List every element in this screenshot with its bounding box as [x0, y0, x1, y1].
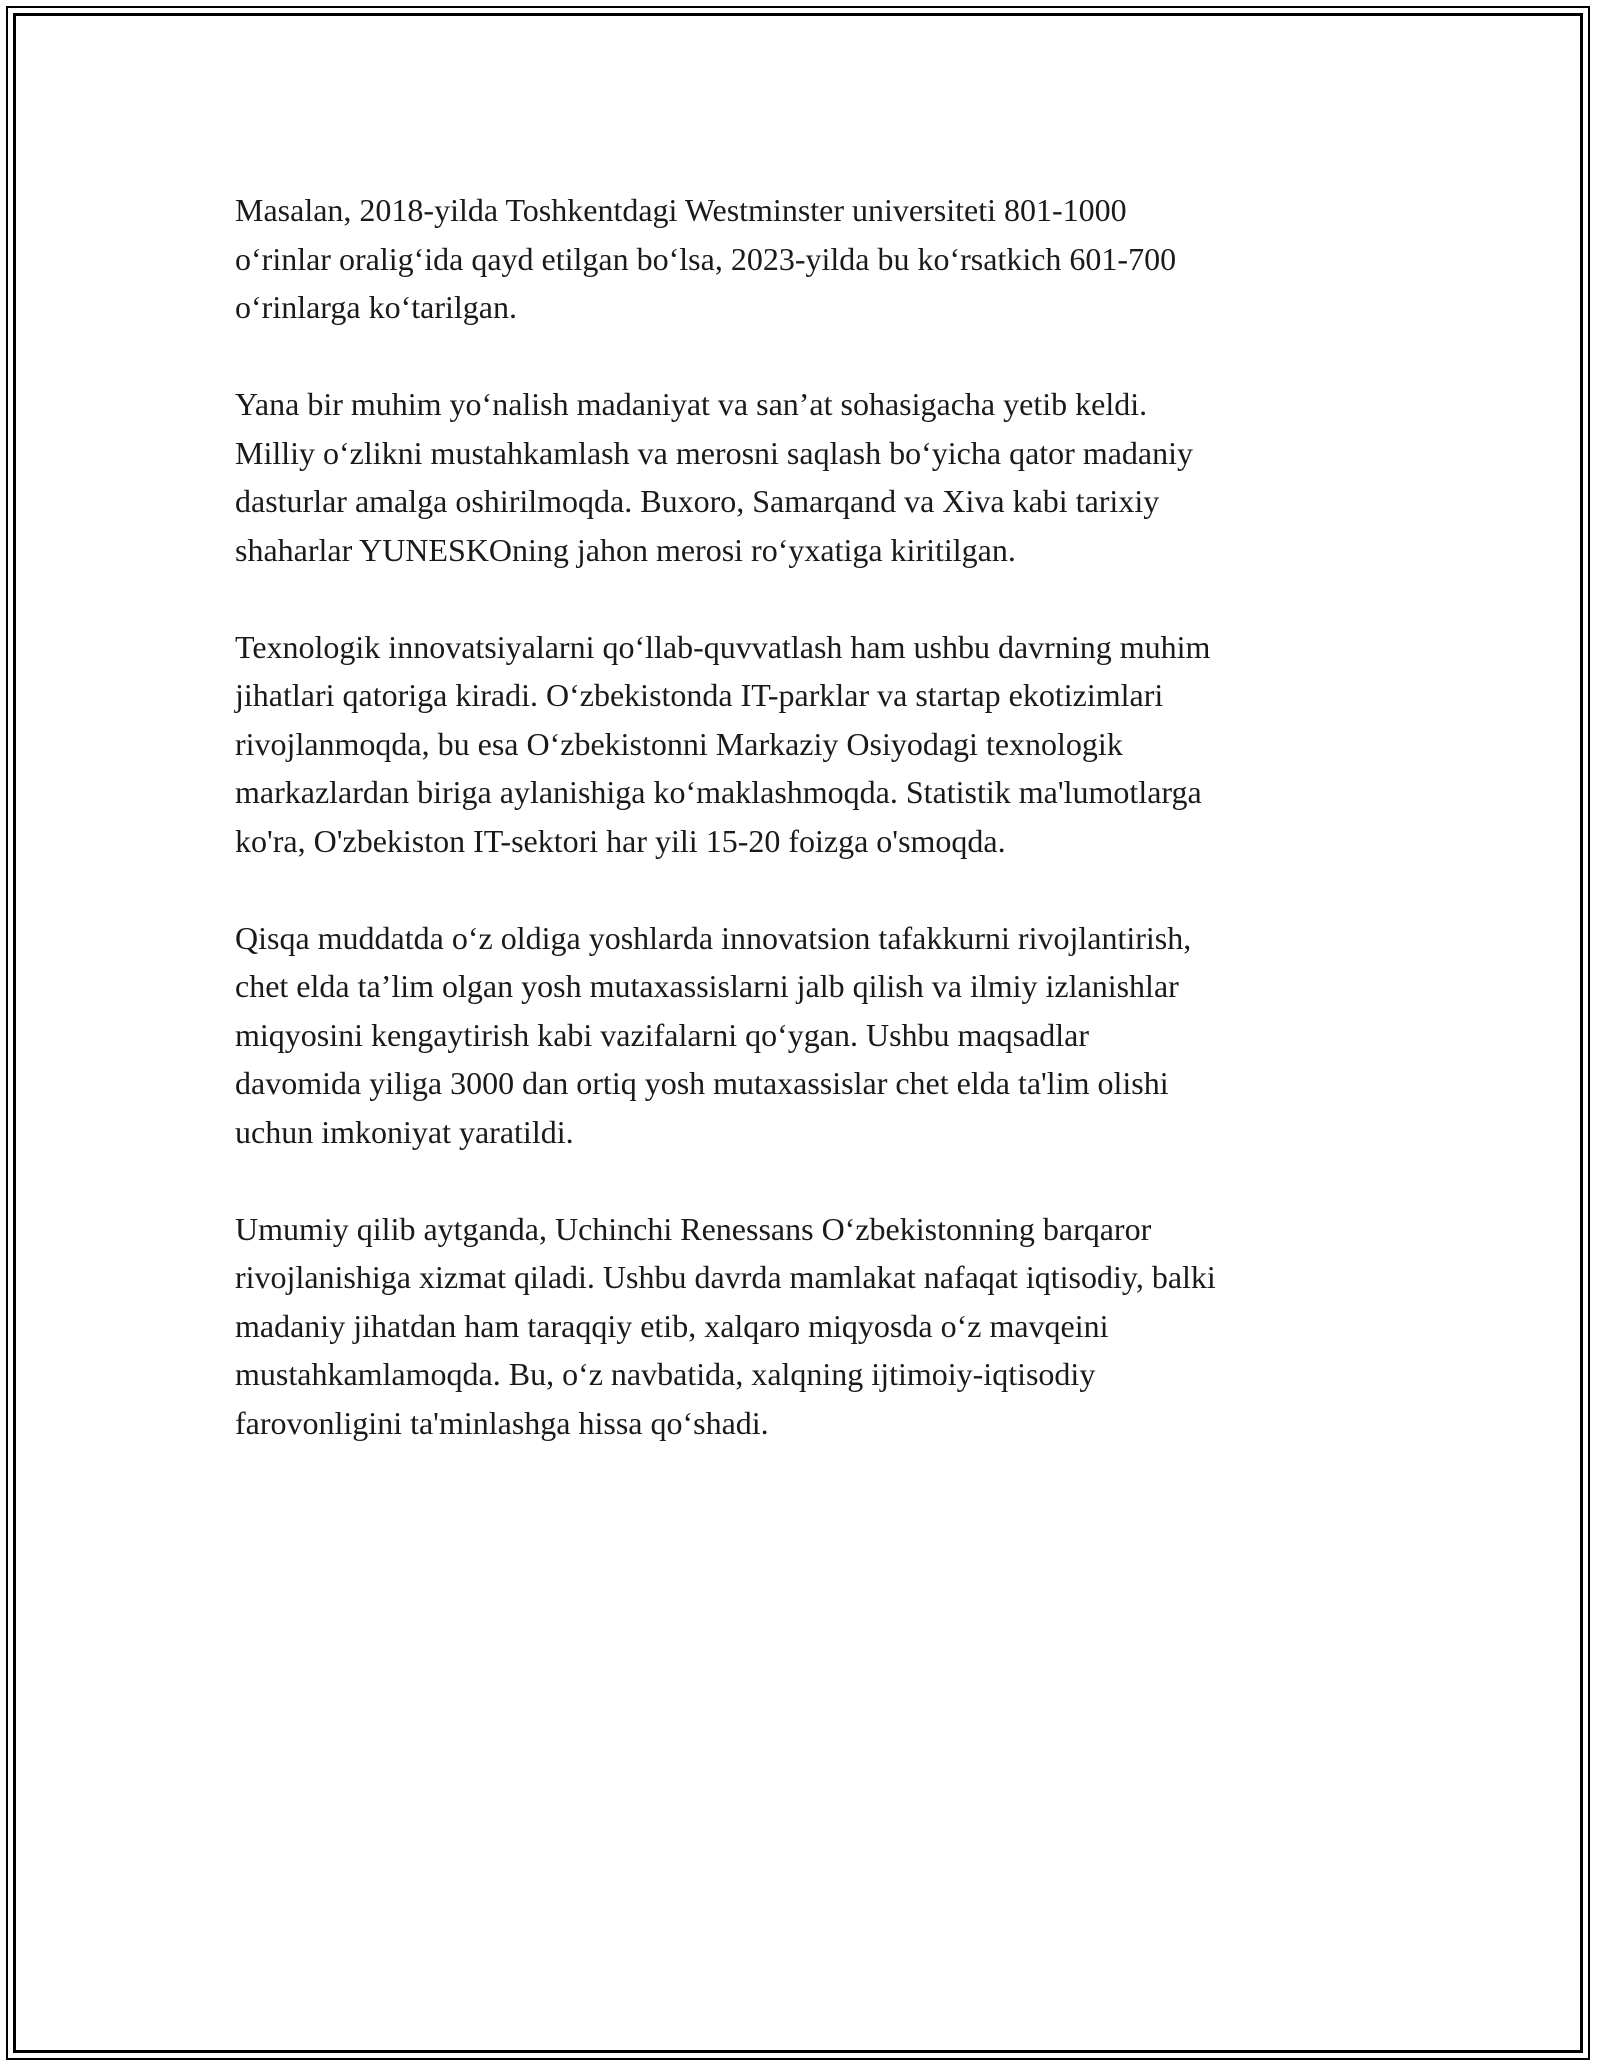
text-line: farovonligini ta'minlashga hissa qo‘shadi.	[235, 1404, 769, 1441]
text-line: o‘rinlarga ko‘tarilgan.	[235, 289, 517, 325]
text-line: ko'ra, O'zbekiston IT-sektori har yili 15-20 foizga o'smoqda.	[235, 822, 1006, 859]
text-line: Yana bir muhim yo‘nalish madaniyat va san’at sohasigacha yetib keldi.	[235, 386, 1148, 422]
text-line: uchun imkoniyat yaratildi.	[235, 1113, 574, 1150]
text-line: Masalan, 2018-yilda Toshkentdagi Westminster universiteti 801-1000	[235, 192, 1127, 228]
text-line: dasturlar amalga oshirilmoqda. Buxoro, Samarqand va Xiva kabi tarixiy	[235, 483, 1160, 519]
document-body	[235, 186, 1385, 1496]
paragraph-technology	[235, 623, 1385, 866]
text-line: davomida yiliga 3000 dan ortiq yosh mutaxassislar chet elda ta'lim olishi	[235, 1065, 1169, 1101]
text-line: o‘rinlar oralig‘ida qayd etilgan bo‘lsa, 2023-yilda bu ko‘rsatkich 601-700	[235, 240, 1177, 277]
text-line: Milliy o‘zlikni mustahkamlash va merosni saqlash bo‘yicha qator madaniy	[235, 434, 1194, 471]
text-line: Umumiy qilib aytganda, Uchinchi Renessans O‘zbekistonning barqaror	[235, 1210, 1152, 1247]
text-line: mustahkamlamoqda. Bu, o‘z navbatida, xalqning ijtimoiy-iqtisodiy	[235, 1356, 1096, 1392]
paragraph-ranking	[235, 186, 1385, 332]
text-line: rivojlanishiga xizmat qiladi. Ushbu davrda mamlakat nafaqat iqtisodiy, balki	[235, 1259, 1216, 1295]
text-line: miqyosini kengaytirish kabi vazifalarni qo‘ygan. Ushbu maqsadlar	[235, 1016, 1090, 1053]
paragraph-culture	[235, 380, 1385, 574]
text-line: Qisqa muddatda o‘z oldiga yoshlarda innovatsion tafakkurni rivojlantirish,	[235, 919, 1192, 956]
text-line: jihatlari qatoriga kiradi. O‘zbekistonda IT-parklar va startap ekotizimlari	[235, 677, 1164, 713]
text-line: shaharlar YUNESKOning jahon merosi ro‘yxatiga kiritilgan.	[235, 531, 1016, 568]
text-line: rivojlanmoqda, bu esa O‘zbekistonni Markaziy Osiyodagi texnologik	[235, 725, 1123, 762]
paragraph-youth	[235, 914, 1385, 1157]
text-line: markazlardan biriga aylanishiga ko‘maklashmoqda. Statistik ma'lumotlarga	[235, 774, 1202, 810]
text-line: chet elda ta’lim olgan yosh mutaxassislarni jalb qilish va ilmiy izlanishlar	[235, 968, 1179, 1004]
text-line: madaniy jihatdan ham taraqqiy etib, xalqaro miqyosda o‘z mavqeini	[235, 1307, 1109, 1344]
paragraph-conclusion	[235, 1205, 1385, 1448]
text-line: Texnologik innovatsiyalarni qo‘llab-quvvatlash ham ushbu davrning muhim	[235, 628, 1211, 665]
